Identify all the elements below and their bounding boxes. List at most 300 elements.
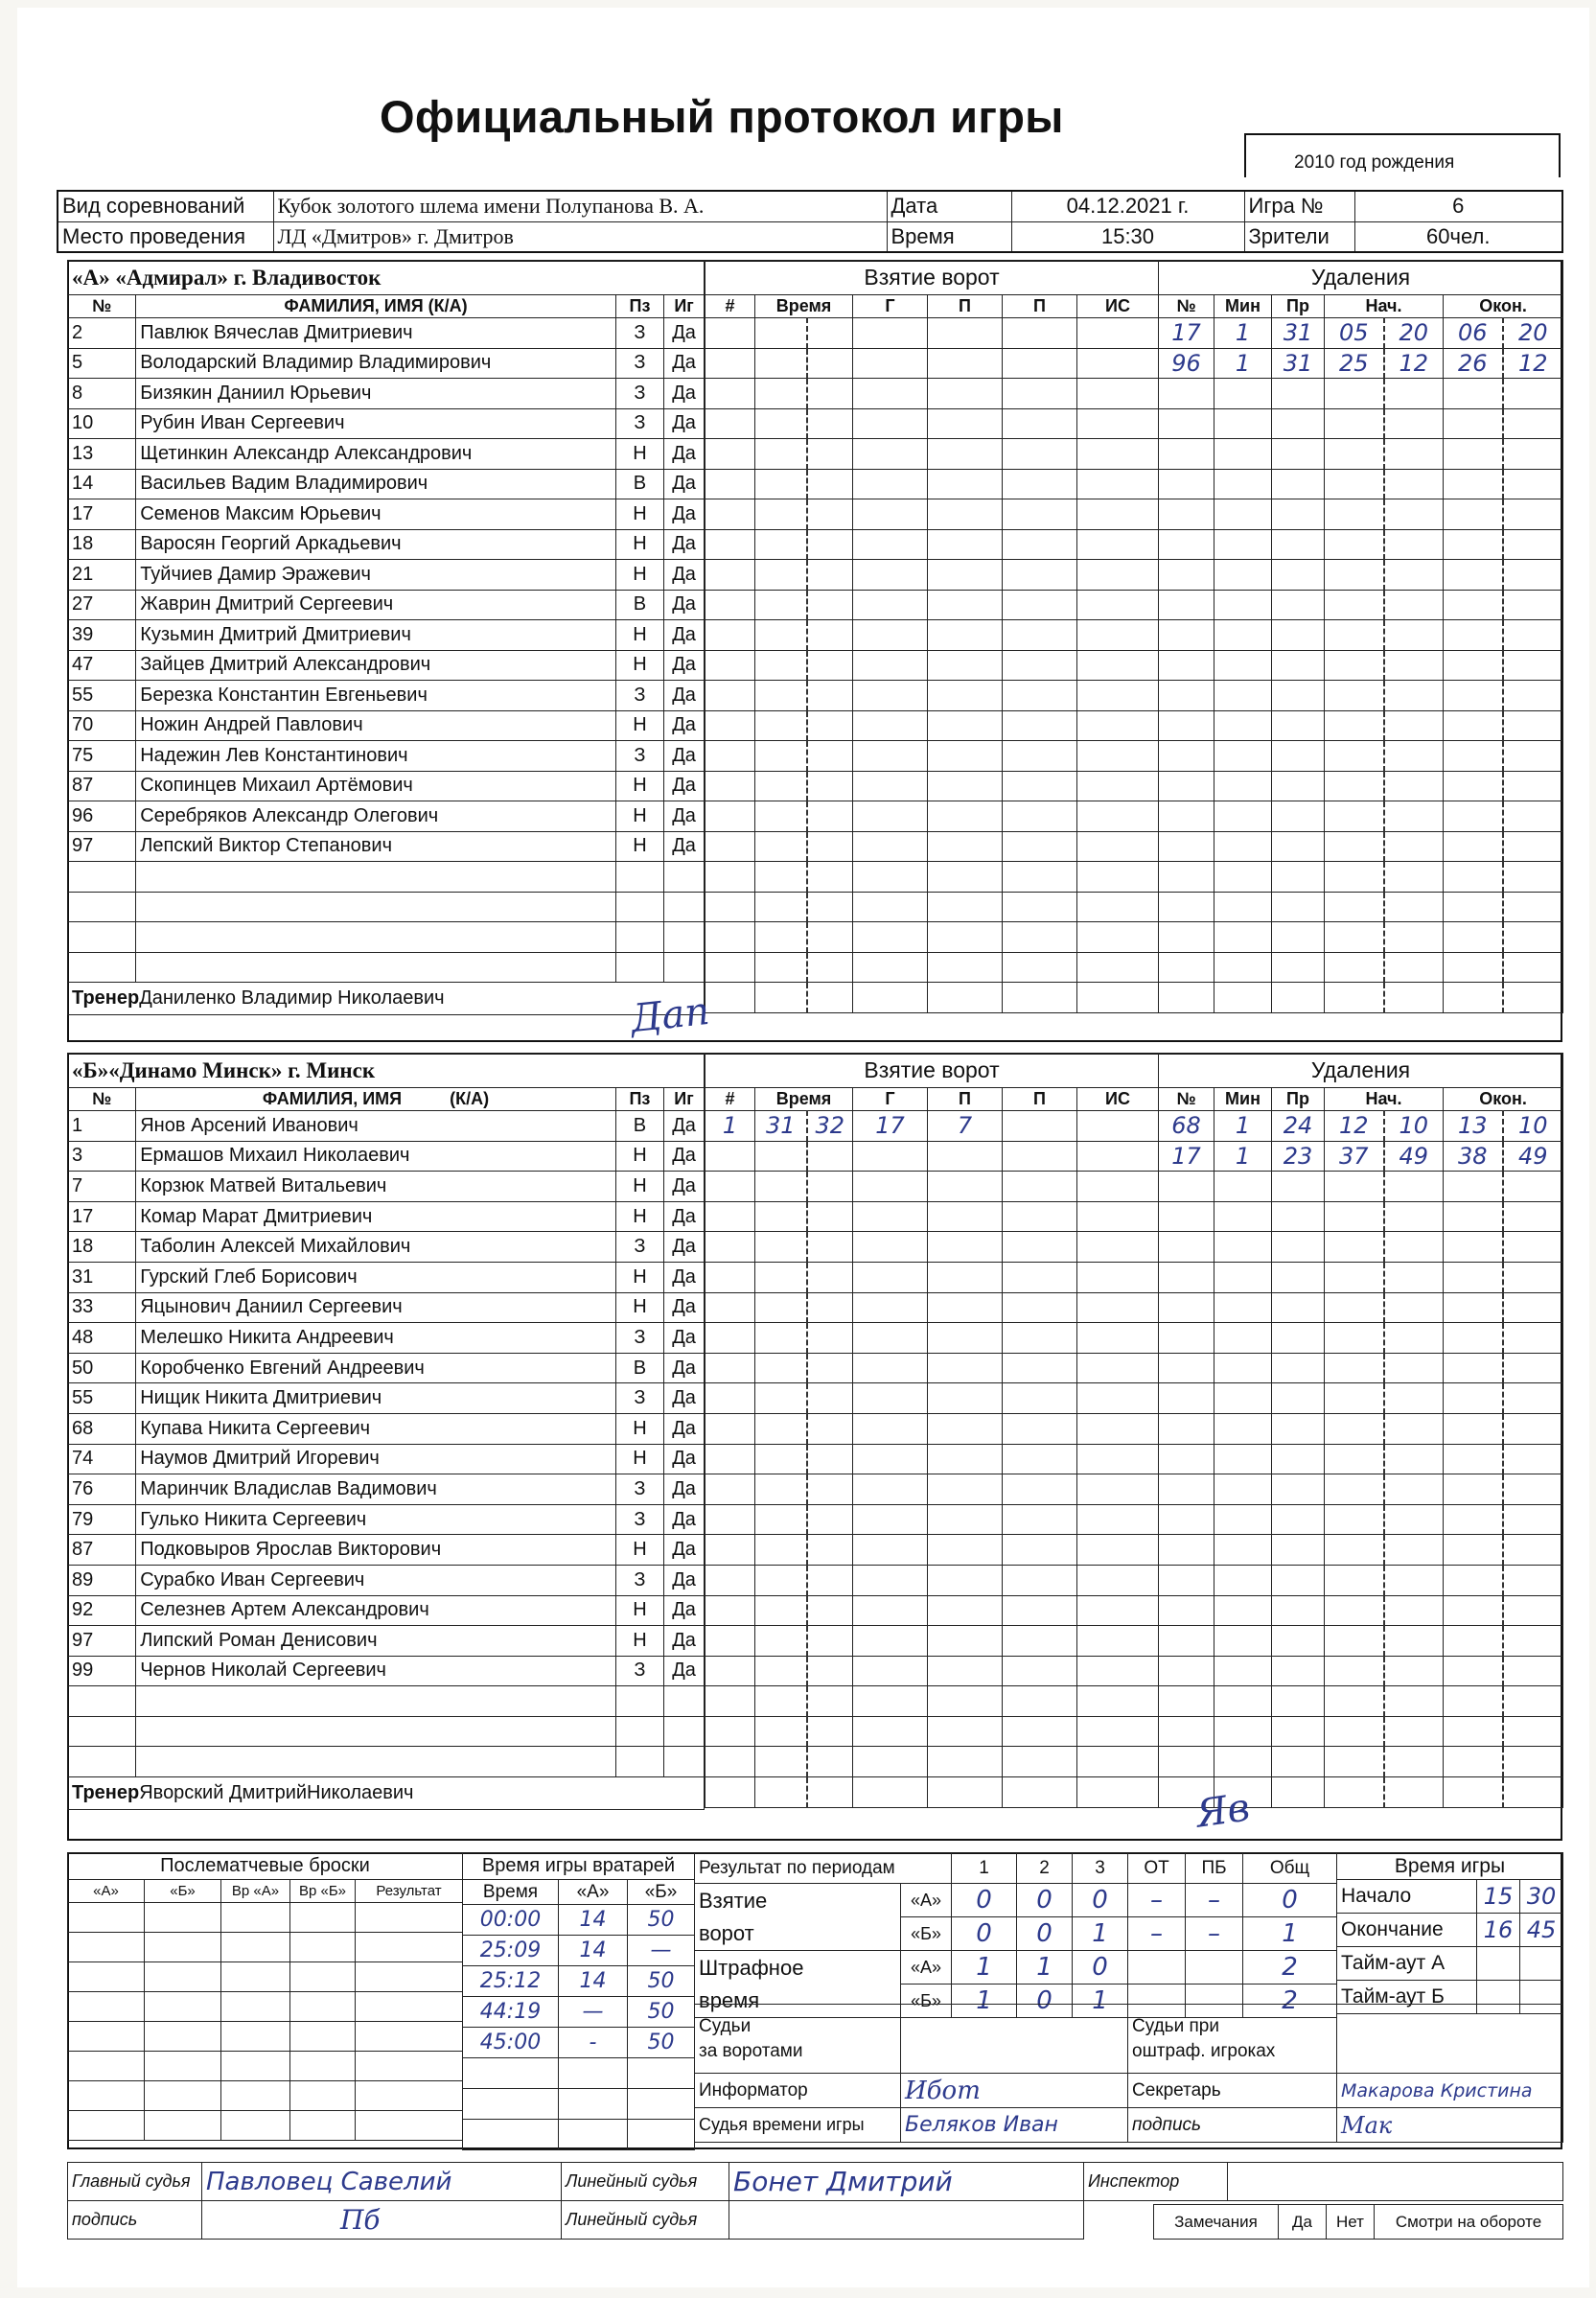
goal-second xyxy=(807,318,853,349)
penalty-player: 17 xyxy=(1159,318,1214,349)
penalty-row xyxy=(1159,1535,1563,1566)
penalty-reason xyxy=(1272,499,1325,530)
player-name: Яцынович Даниил Сергеевич xyxy=(136,1292,616,1323)
player-name: Комар Марат Дмитриевич xyxy=(136,1201,616,1232)
player-row xyxy=(68,892,705,922)
penalty-player xyxy=(1159,741,1214,772)
penalty-start-min xyxy=(1325,1535,1384,1566)
shootout-cell xyxy=(221,1992,290,2022)
team-a-penalty-rows xyxy=(1159,318,1563,1013)
penalty-end-min xyxy=(1444,1262,1503,1292)
penalty-player xyxy=(1159,1413,1214,1444)
penalty-row xyxy=(1159,499,1563,530)
player-number: 55 xyxy=(68,681,136,711)
game-time-title: Время игры xyxy=(1337,1853,1563,1880)
player-played: Да xyxy=(664,1626,705,1657)
player-position xyxy=(615,1747,663,1777)
goalie-a-number: 14 xyxy=(559,1905,628,1936)
goal-scorer xyxy=(853,1262,928,1292)
player-row xyxy=(68,952,705,983)
team-a-goals-title: Взятие ворот xyxy=(705,261,1159,295)
player-played: Да xyxy=(664,1201,705,1232)
player-row xyxy=(68,1172,705,1202)
player-played: Да xyxy=(664,650,705,681)
penalty-player xyxy=(1159,529,1214,560)
penalty-start-min xyxy=(1325,1353,1384,1383)
player-position: З xyxy=(615,1232,663,1263)
goal-number xyxy=(705,1686,755,1717)
player-number: 97 xyxy=(68,1626,136,1657)
goal-minute xyxy=(755,1383,807,1414)
player-name: Семенов Максим Юрьевич xyxy=(136,499,616,530)
referees-table xyxy=(67,2162,1084,2240)
competition-label: Вид соревнований xyxy=(58,191,273,221)
goal-scorer xyxy=(853,952,928,983)
shootout-cell xyxy=(145,2111,221,2141)
player-position: З xyxy=(615,1656,663,1686)
penalty-end-min xyxy=(1444,469,1503,499)
player-played: Да xyxy=(664,1656,705,1686)
goal-assist-2 xyxy=(1003,469,1077,499)
goal-number xyxy=(705,681,755,711)
goal-number xyxy=(705,801,755,832)
player-played: Да xyxy=(664,741,705,772)
goal-scorer xyxy=(853,983,928,1013)
period-value: 1 xyxy=(1073,1917,1128,1951)
team-a-col-pos: Пз xyxy=(615,295,663,318)
period-col-header: 2 xyxy=(1017,1853,1073,1884)
penalty-end-min xyxy=(1444,1383,1503,1414)
penalty-end-min xyxy=(1444,983,1503,1013)
team-a-coach-signature: Дап xyxy=(628,988,712,1042)
shootout-cell xyxy=(356,1962,463,1992)
player-row xyxy=(68,1383,705,1414)
player-name: Лепский Виктор Степанович xyxy=(136,831,616,862)
goal-minute xyxy=(755,1444,807,1474)
goal-assist-2 xyxy=(1003,590,1077,620)
goal-second xyxy=(807,1747,853,1777)
player-row xyxy=(68,529,705,560)
goal-number xyxy=(705,1747,755,1777)
goal-situation xyxy=(1077,1504,1159,1535)
penalty-row xyxy=(1159,1716,1563,1747)
player-position xyxy=(615,892,663,922)
player-played xyxy=(664,1686,705,1717)
player-row xyxy=(68,1232,705,1263)
goal-scorer xyxy=(853,1504,928,1535)
goal-assist-1 xyxy=(928,620,1003,651)
player-number: 87 xyxy=(68,1535,136,1566)
penalty-end-min xyxy=(1444,1413,1503,1444)
goal-assist-2 xyxy=(1003,741,1077,772)
penalty-end-sec xyxy=(1503,1504,1563,1535)
player-number: 7 xyxy=(68,1172,136,1202)
goal-situation xyxy=(1077,922,1159,953)
column-header: Нач. xyxy=(1325,295,1444,318)
penalty-end-min xyxy=(1444,1686,1503,1717)
goal-assist-1 xyxy=(928,1626,1003,1657)
goal-scorer xyxy=(853,590,928,620)
period-value: 1 xyxy=(952,1985,1017,2018)
period-value: 0 xyxy=(952,1917,1017,1951)
player-played: Да xyxy=(664,1141,705,1172)
column-header: Мин xyxy=(1214,295,1272,318)
goal-assist-2 xyxy=(1003,1444,1077,1474)
goalie-time-sec: 09 xyxy=(514,1938,542,1962)
goal-assist-1 xyxy=(928,1777,1003,1808)
period-col-header: Общ xyxy=(1243,1853,1337,1884)
column-header: Мин xyxy=(1214,1088,1272,1111)
goal-assist-2 xyxy=(1003,681,1077,711)
shootout-cell xyxy=(290,2022,356,2052)
goal-row xyxy=(705,710,1159,741)
penalty-end-sec xyxy=(1503,892,1563,922)
penalty-end-sec xyxy=(1503,1535,1563,1566)
goal-number xyxy=(705,1383,755,1414)
period-value: – xyxy=(1186,1917,1243,1951)
goal-number xyxy=(705,469,755,499)
penalty-end-sec xyxy=(1503,1262,1563,1292)
player-position: Н xyxy=(615,1172,663,1202)
player-number: 47 xyxy=(68,650,136,681)
team-b-goals-table xyxy=(705,1053,1159,1808)
penalty-reason xyxy=(1272,620,1325,651)
penalty-row xyxy=(1159,1565,1563,1595)
player-played: Да xyxy=(664,1111,705,1142)
goal-minute xyxy=(755,499,807,530)
player-name: Скопинцев Михаил Артёмович xyxy=(136,771,616,801)
goalie-time-sep: : xyxy=(506,2031,515,2054)
penalty-player xyxy=(1159,1172,1214,1202)
player-number: 79 xyxy=(68,1504,136,1535)
penalty-row xyxy=(1159,1383,1563,1414)
penalty-reason xyxy=(1272,1747,1325,1777)
player-row xyxy=(68,831,705,862)
penalty-start-min xyxy=(1325,1323,1384,1354)
goal-row xyxy=(705,590,1159,620)
penalty-minutes xyxy=(1214,1353,1272,1383)
team-b-col-pos: Пз xyxy=(615,1088,663,1111)
penalty-minutes xyxy=(1214,560,1272,591)
venue-value: ЛД «Дмитров» г. Дмитров xyxy=(273,221,887,252)
goal-situation xyxy=(1077,831,1159,862)
penalty-reason xyxy=(1272,1504,1325,1535)
goalie-a-number: — xyxy=(559,1997,628,2028)
penalty-row xyxy=(1159,1444,1563,1474)
period-team-label: «А» xyxy=(901,1884,952,1917)
goal-scorer xyxy=(853,1232,928,1263)
penalty-minutes: 1 xyxy=(1214,1111,1272,1142)
goal-scorer xyxy=(853,1413,928,1444)
column-header: Пр xyxy=(1272,295,1325,318)
penalty-end-sec xyxy=(1503,1292,1563,1323)
penalty-player xyxy=(1159,1444,1214,1474)
page-title: Официальный протокол игры xyxy=(380,91,1064,142)
goalie-time-row xyxy=(463,2028,695,2058)
player-name: Липский Роман Денисович xyxy=(136,1626,616,1657)
penalty-end-sec xyxy=(1503,1565,1563,1595)
team-a-penalties-table xyxy=(1158,260,1563,1013)
goal-situation xyxy=(1077,1686,1159,1717)
goal-number xyxy=(705,1141,755,1172)
goal-second xyxy=(807,1172,853,1202)
penalty-end-min xyxy=(1444,499,1503,530)
goal-minute xyxy=(755,771,807,801)
penalty-minutes xyxy=(1214,379,1272,409)
column-header: П xyxy=(1003,295,1077,318)
penalty-reason xyxy=(1272,1323,1325,1354)
goal-scorer xyxy=(853,771,928,801)
player-number: 31 xyxy=(68,1262,136,1292)
goal-number xyxy=(705,1535,755,1566)
goal-scorer xyxy=(853,1656,928,1686)
penalty-player xyxy=(1159,650,1214,681)
goal-number xyxy=(705,1595,755,1626)
penalty-end-min xyxy=(1444,1232,1503,1263)
player-played: Да xyxy=(664,710,705,741)
goalie-time-row xyxy=(463,2058,695,2089)
period-row-label-1: Штрафное xyxy=(699,1955,804,1980)
penalty-end-sec: 12 xyxy=(1503,348,1563,379)
goal-situation xyxy=(1077,1383,1159,1414)
goal-scorer xyxy=(853,379,928,409)
penalty-player xyxy=(1159,1686,1214,1717)
penalty-row xyxy=(1159,1141,1563,1172)
player-name: Павлюк Вячеслав Дмитриевич xyxy=(136,318,616,349)
goalie-b-number: 50 xyxy=(628,2028,695,2058)
player-row xyxy=(68,1595,705,1626)
goal-row xyxy=(705,620,1159,651)
protocol-sheet xyxy=(17,8,1589,2287)
goal-number xyxy=(705,1656,755,1686)
penalty-start-min xyxy=(1325,590,1384,620)
penalty-end-sec xyxy=(1503,1656,1563,1686)
player-position xyxy=(615,1686,663,1717)
penalty-row xyxy=(1159,1172,1563,1202)
penalty-reason xyxy=(1272,983,1325,1013)
penalty-minutes xyxy=(1214,892,1272,922)
shootout-cell xyxy=(356,2081,463,2111)
penalty-player xyxy=(1159,1535,1214,1566)
goal-assist-1 xyxy=(928,1353,1003,1383)
team-a-roster xyxy=(67,260,705,1015)
player-played: Да xyxy=(664,408,705,439)
period-value: 0 xyxy=(1073,1951,1128,1985)
goal-situation xyxy=(1077,771,1159,801)
penalty-minutes xyxy=(1214,1504,1272,1535)
column-header: # xyxy=(705,295,755,318)
goal-row xyxy=(705,681,1159,711)
goal-minute xyxy=(755,1292,807,1323)
player-position: Н xyxy=(615,801,663,832)
penalty-reason xyxy=(1272,831,1325,862)
penalty-end-min xyxy=(1444,1323,1503,1354)
player-number: 18 xyxy=(68,1232,136,1263)
goal-number xyxy=(705,439,755,470)
penalty-row xyxy=(1159,952,1563,983)
goal-assist-2 xyxy=(1003,983,1077,1013)
player-played: Да xyxy=(664,1535,705,1566)
goalie-time-min: 25 xyxy=(479,1938,507,1962)
player-played: Да xyxy=(664,831,705,862)
penalty-row xyxy=(1159,1292,1563,1323)
period-team-label: «Б» xyxy=(901,1985,952,2018)
penalty-reason xyxy=(1272,1353,1325,1383)
player-position: Н xyxy=(615,831,663,862)
goal-situation xyxy=(1077,379,1159,409)
goal-assist-1 xyxy=(928,710,1003,741)
goal-row xyxy=(705,1656,1159,1686)
penalty-end-sec xyxy=(1503,1201,1563,1232)
period-value: 0 xyxy=(952,1884,1017,1917)
penalty-start-sec xyxy=(1384,922,1444,953)
goal-assist-1 xyxy=(928,1656,1003,1686)
player-position xyxy=(615,952,663,983)
team-a-name: «А» «Адмирал» г. Владивосток xyxy=(68,261,705,295)
penalty-minutes xyxy=(1214,1716,1272,1747)
date-label: Дата xyxy=(887,191,1011,221)
remarks-label: Замечания xyxy=(1154,2205,1279,2240)
penalty-end-min xyxy=(1444,952,1503,983)
penalty-reason: 24 xyxy=(1272,1111,1325,1142)
period-col-header: ОТ xyxy=(1128,1853,1186,1884)
player-position xyxy=(615,1716,663,1747)
goal-assist-1 xyxy=(928,318,1003,349)
player-played: Да xyxy=(664,620,705,651)
goal-assist-1 xyxy=(928,348,1003,379)
penalty-start-sec xyxy=(1384,1383,1444,1414)
penalty-start-sec xyxy=(1384,439,1444,470)
penalty-start-sec xyxy=(1384,1747,1444,1777)
penalty-minutes xyxy=(1214,741,1272,772)
penalty-start-sec xyxy=(1384,620,1444,651)
player-row xyxy=(68,1565,705,1595)
goalie-time-stamp xyxy=(463,1905,559,1936)
player-name: Коробченко Евгений Андреевич xyxy=(136,1353,616,1383)
informer-signature: Ибот xyxy=(905,2076,981,2105)
shootout-cell xyxy=(145,2081,221,2111)
goal-second xyxy=(807,529,853,560)
shootout-col-header: Результат xyxy=(356,1880,463,1903)
shootout-row xyxy=(68,1962,463,1992)
period-row xyxy=(695,1884,1337,1917)
player-played xyxy=(664,862,705,893)
goal-minute xyxy=(755,1777,807,1808)
penalty-start-min xyxy=(1325,1474,1384,1505)
team-a-penalties-header xyxy=(1159,295,1563,318)
goal-situation xyxy=(1077,1262,1159,1292)
goal-situation xyxy=(1077,590,1159,620)
period-value xyxy=(1186,1951,1243,1985)
goal-scorer xyxy=(853,862,928,893)
goal-situation xyxy=(1077,620,1159,651)
penalty-player xyxy=(1159,590,1214,620)
penalty-end-min xyxy=(1444,439,1503,470)
penalty-end-sec: 20 xyxy=(1503,318,1563,349)
goal-second xyxy=(807,862,853,893)
shootout-row xyxy=(68,2052,463,2081)
goal-assist-1 xyxy=(928,1595,1003,1626)
penalty-minutes: 1 xyxy=(1214,318,1272,349)
goal-second xyxy=(807,1686,853,1717)
penalty-reason xyxy=(1272,741,1325,772)
player-number: 27 xyxy=(68,590,136,620)
penalty-reason xyxy=(1272,1686,1325,1717)
penalty-end-sec xyxy=(1503,862,1563,893)
penalty-start-sec xyxy=(1384,741,1444,772)
goal-minute xyxy=(755,439,807,470)
player-row xyxy=(68,1353,705,1383)
goalie-time-sec: 00 xyxy=(514,2031,542,2054)
player-number: 17 xyxy=(68,499,136,530)
penalty-player xyxy=(1159,1353,1214,1383)
player-row xyxy=(68,681,705,711)
player-position: В xyxy=(615,1111,663,1142)
penalty-row xyxy=(1159,862,1563,893)
penalty-player: 17 xyxy=(1159,1141,1214,1172)
periods-rows xyxy=(695,1884,1337,2018)
penalty-start-sec xyxy=(1384,1444,1444,1474)
period-row-label-2: ворот xyxy=(699,1920,754,1945)
team-b-col-name-text: ФАМИЛИЯ, ИМЯ xyxy=(262,1089,403,1108)
goal-row xyxy=(705,741,1159,772)
player-name: Подковыров Ярослав Викторович xyxy=(136,1535,616,1566)
goalie-b-number xyxy=(628,2058,695,2089)
shootout-cell xyxy=(68,1903,145,1933)
player-played: Да xyxy=(664,348,705,379)
player-row xyxy=(68,1747,705,1777)
goal-situation xyxy=(1077,439,1159,470)
goal-minute xyxy=(755,1172,807,1202)
column-header: # xyxy=(705,1088,755,1111)
penalty-reason xyxy=(1272,560,1325,591)
player-row xyxy=(68,710,705,741)
shootout-title: Послематчевые броски xyxy=(68,1853,463,1880)
penalty-start-sec xyxy=(1384,1535,1444,1566)
penalty-reason xyxy=(1272,1292,1325,1323)
goal-assist-1 xyxy=(928,741,1003,772)
penalty-end-sec xyxy=(1503,529,1563,560)
penalty-player xyxy=(1159,681,1214,711)
penalty-minutes xyxy=(1214,1535,1272,1566)
penalty-minutes xyxy=(1214,439,1272,470)
penalty-end-sec xyxy=(1503,1626,1563,1657)
penalty-player xyxy=(1159,952,1214,983)
penalty-minutes xyxy=(1214,1626,1272,1657)
penalty-end-sec xyxy=(1503,1232,1563,1263)
goal-minute xyxy=(755,1747,807,1777)
goal-situation xyxy=(1077,710,1159,741)
penalty-start-sec: 20 xyxy=(1384,318,1444,349)
player-row xyxy=(68,439,705,470)
player-number: 17 xyxy=(68,1201,136,1232)
penalty-start-sec xyxy=(1384,650,1444,681)
game-start-minutes: 30 xyxy=(1520,1880,1563,1914)
shootout-cell xyxy=(290,1992,356,2022)
penalty-player xyxy=(1159,499,1214,530)
timeout-a-cell-1 xyxy=(1477,1947,1520,1981)
penalty-end-min xyxy=(1444,1535,1503,1566)
shootout-cell xyxy=(145,1903,221,1933)
penalty-player xyxy=(1159,1383,1214,1414)
goal-assist-2 xyxy=(1003,1626,1077,1657)
shootout-cell xyxy=(68,2052,145,2081)
shootout-cell xyxy=(356,2052,463,2081)
penalty-reason: 31 xyxy=(1272,348,1325,379)
period-col-header: 1 xyxy=(952,1853,1017,1884)
goal-scorer xyxy=(853,741,928,772)
goal-minute xyxy=(755,1535,807,1566)
